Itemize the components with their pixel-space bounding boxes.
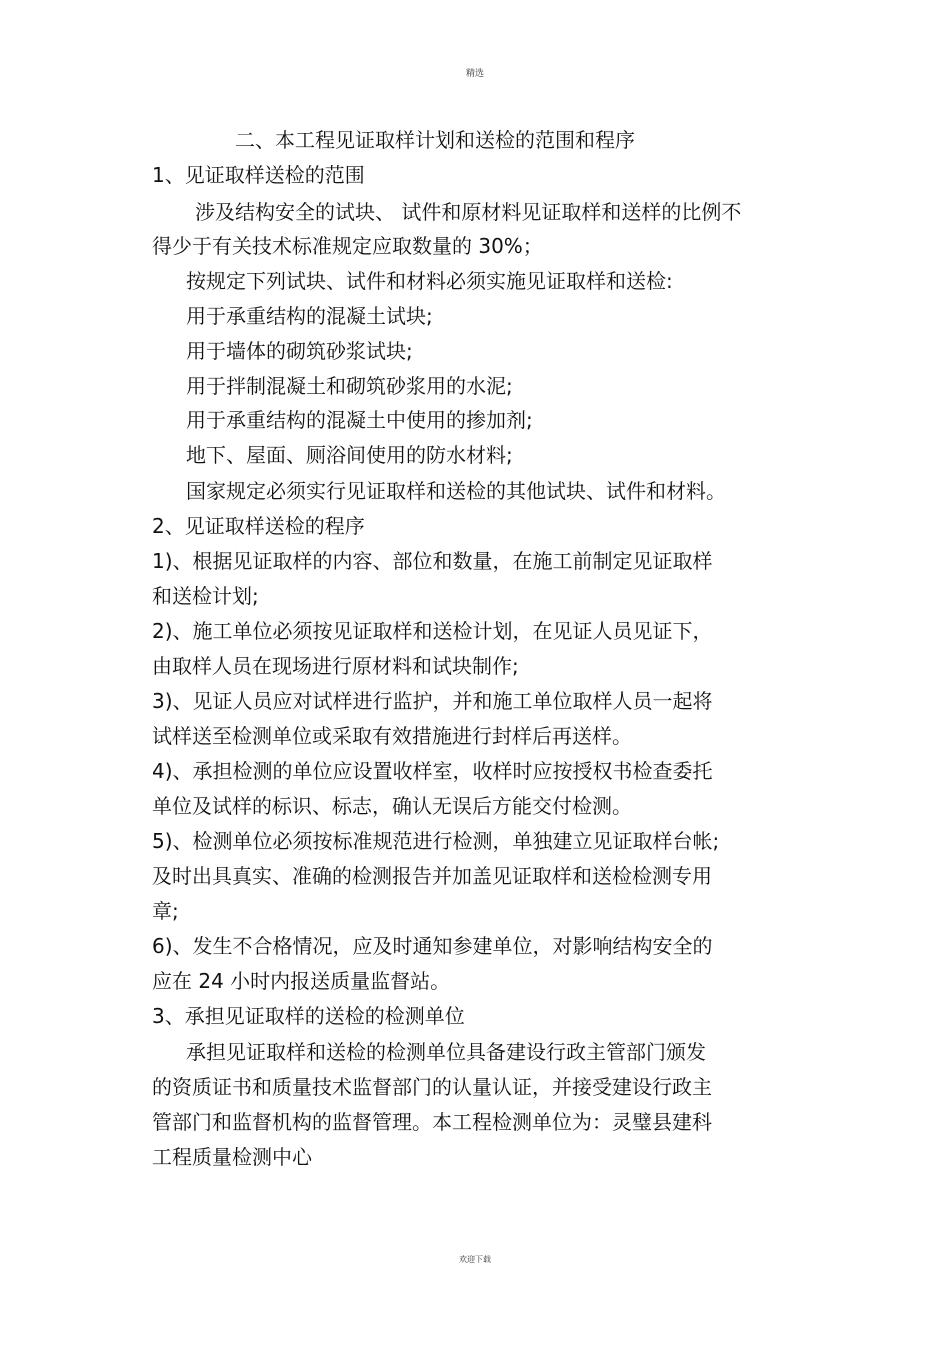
list-item: 用于墙体的砌筑砂浆试块; bbox=[186, 339, 413, 363]
procedure-step-6-cont: 应在 24 小时内报送质量监督站。 bbox=[152, 969, 451, 993]
footer-mark: 欢迎下载 bbox=[459, 1255, 491, 1264]
procedure-step-6: 6)、发生不合格情况，应及时通知参建单位，对影响结构安全的 bbox=[152, 934, 713, 958]
section-heading-2: 2、见证取样送检的程序 bbox=[152, 514, 365, 538]
paragraph-line: 按规定下列试块、试件和材料必须实施见证取样和送检: bbox=[186, 269, 673, 293]
procedure-step-5: 5)、检测单位必须按标准规范进行检测，单独建立见证取样台帐; bbox=[152, 829, 720, 853]
paragraph-line: 承担见证取样和送检的检测单位具备建设行政主管部门颁发 bbox=[186, 1040, 706, 1064]
procedure-step-2: 2)、施工单位必须按见证取样和送检计划，在见证人员见证下， bbox=[152, 619, 713, 643]
list-item: 用于承重结构的混凝土中使用的掺加剂; bbox=[186, 408, 533, 432]
procedure-step-4: 4)、承担检测的单位应设置收样室，收样时应按授权书检查委托 bbox=[152, 759, 713, 783]
section-heading-3: 3、承担见证取样的送检的检测单位 bbox=[152, 1004, 465, 1028]
paragraph-line: 涉及结构安全的试块、 试件和原材料见证取样和送样的比例不 bbox=[195, 200, 742, 224]
procedure-step-3-cont: 试样送至检测单位或采取有效措施进行封样后再送样。 bbox=[152, 724, 632, 748]
procedure-step-1-cont: 和送检计划; bbox=[152, 584, 259, 608]
paragraph-line: 工程质量检测中心 bbox=[152, 1145, 312, 1169]
procedure-step-4-cont: 单位及试样的标识、标志，确认无误后方能交付检测。 bbox=[152, 794, 632, 818]
list-item: 用于承重结构的混凝土试块; bbox=[186, 304, 433, 328]
section-heading-1: 1、见证取样送检的范围 bbox=[152, 163, 365, 187]
list-item: 国家规定必须实行见证取样和送检的其他试块、试件和材料。 bbox=[186, 479, 726, 503]
list-item: 地下、屋面、厕浴间使用的防水材料; bbox=[186, 443, 513, 467]
procedure-step-3: 3)、见证人员应对试样进行监护，并和施工单位取样人员一起将 bbox=[152, 689, 713, 713]
procedure-step-5-cont: 及时出具真实、准确的检测报告并加盖见证取样和送检检测专用 bbox=[152, 864, 712, 888]
procedure-step-2-cont: 由取样人员在现场进行原材料和试块制作; bbox=[152, 654, 519, 678]
paragraph-line: 得少于有关技术标准规定应取数量的 30%； bbox=[152, 234, 543, 258]
procedure-step-1: 1)、根据见证取样的内容、部位和数量，在施工前制定见证取样 bbox=[152, 549, 713, 573]
paragraph-line: 的资质证书和质量技术监督部门的认量认证，并接受建设行政主 bbox=[152, 1075, 712, 1099]
paragraph-line: 管部门和监督机构的监督管理。本工程检测单位为：灵璧县建科 bbox=[152, 1110, 712, 1134]
header-mark: 精选 bbox=[465, 69, 484, 79]
list-item: 用于拌制混凝土和砌筑砂浆用的水泥; bbox=[186, 374, 513, 398]
procedure-step-5-cont: 章; bbox=[152, 899, 179, 923]
page-title: 二、本工程见证取样计划和送检的范围和程序 bbox=[235, 128, 635, 152]
